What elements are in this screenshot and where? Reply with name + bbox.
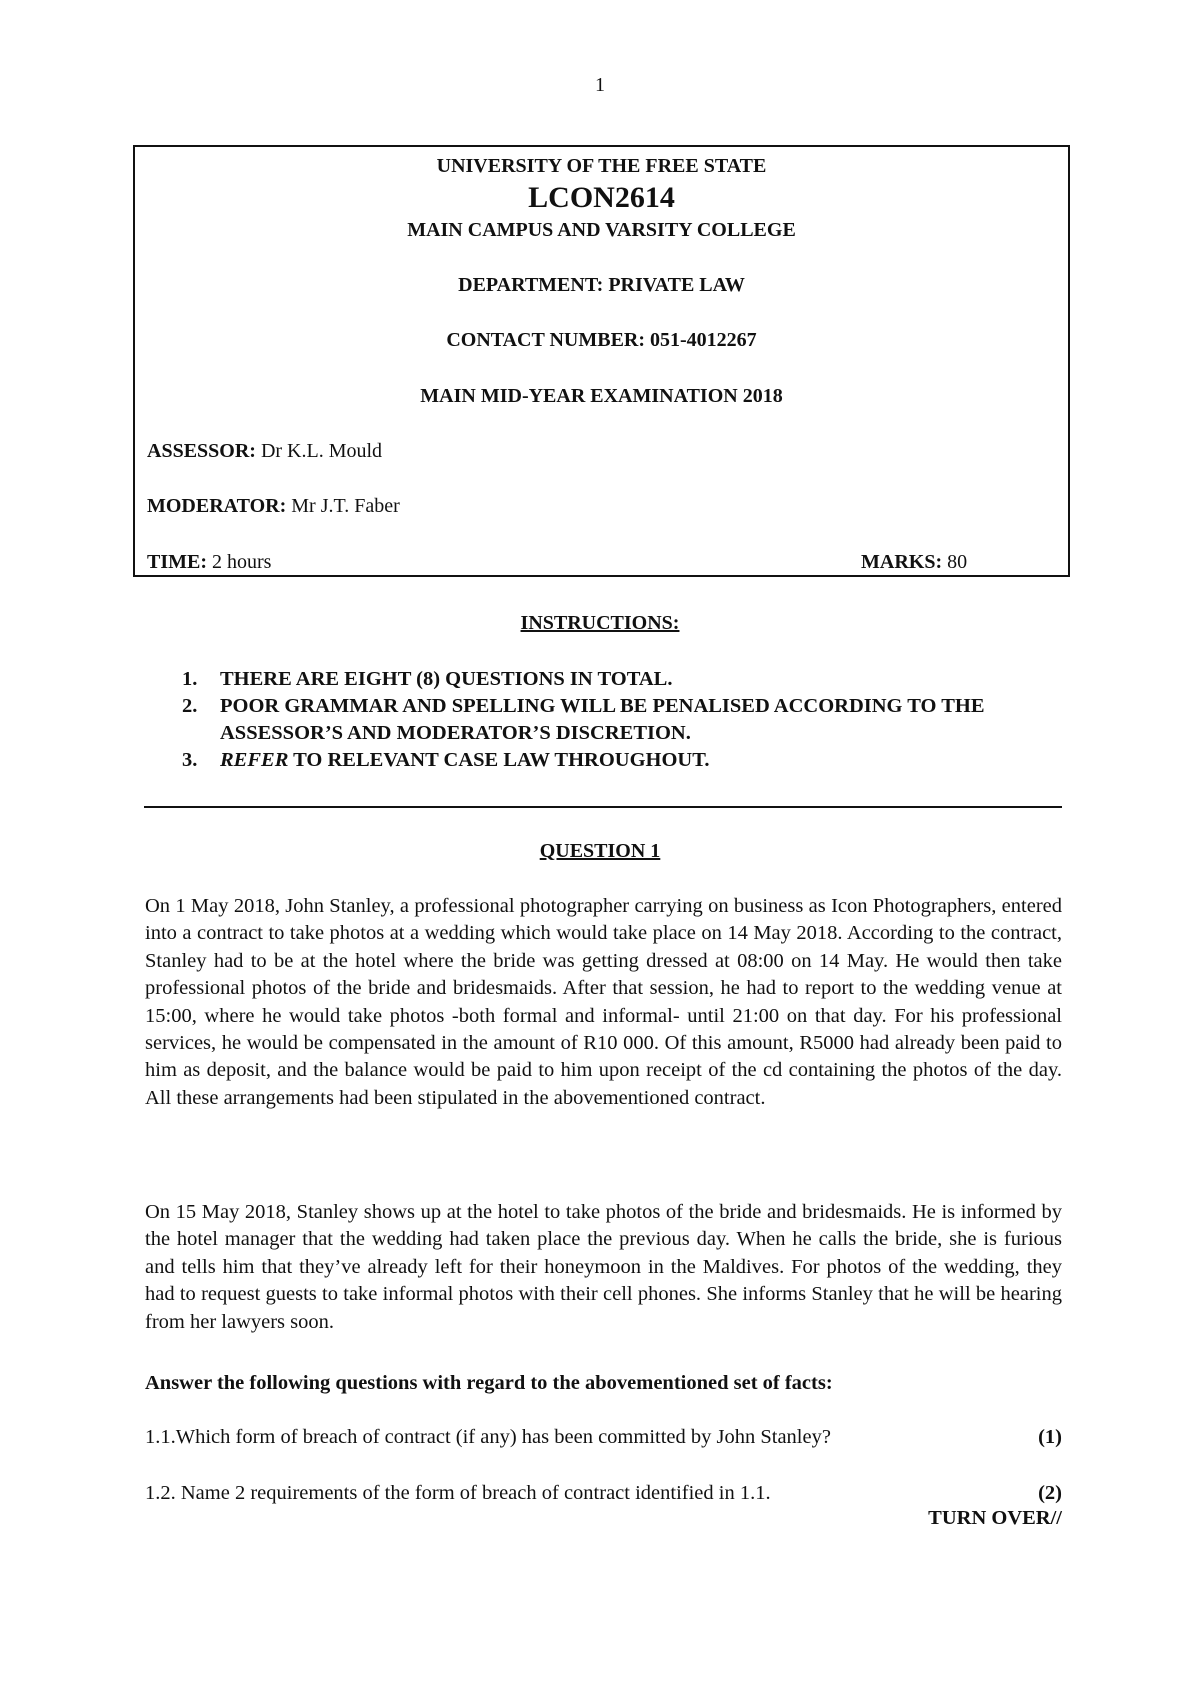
time-line — [147, 551, 271, 574]
instruction-item — [182, 747, 1062, 774]
instruction-number: 1. — [182, 668, 198, 690]
instructions-title: INSTRUCTIONS: — [520, 612, 680, 634]
sub-question — [145, 1482, 1062, 1505]
instruction-text: THERE ARE EIGHT (8) QUESTIONS IN TOTAL. — [220, 668, 673, 690]
instruction-emphasis: REFER — [220, 749, 289, 771]
sub-question-text: 1.2. Name 2 requirements of the form of breach of contract identified in 1.1. — [145, 1482, 771, 1504]
marks-label: MARKS: — [861, 551, 943, 573]
question-paragraph: On 15 May 2018, Stanley shows up at the hotel to take photos of the bride and bridesmaids. He is informed by the hotel manager that the wedding had taken place the previous day. When he calls the bride, she is furious and tells him that they’ve already left for their honeymoon in the Maldives. For photos of the wedding, they had to request guests to take informal photos with their cell phones. She informs Stanley that he will be hearing from her lawyers soon. — [145, 1201, 1062, 1333]
contact-number: CONTACT NUMBER: 051-4012267 — [446, 329, 757, 351]
module-code: LCON2614 — [528, 181, 675, 214]
instruction-number: 3. — [182, 749, 198, 771]
department-line: DEPARTMENT: PRIVATE LAW — [458, 274, 745, 296]
instruction-text: TO RELEVANT CASE LAW THROUGHOUT. — [288, 749, 710, 771]
sub-question-marks: (1) — [1038, 1426, 1062, 1448]
assessor-value: Dr K.L. Mould — [255, 440, 383, 462]
assessor-line — [147, 440, 382, 463]
page-number: 1 — [595, 74, 605, 96]
moderator-label: MODERATOR: — [147, 495, 287, 517]
instruction-item — [182, 666, 1062, 693]
section-divider — [144, 806, 1062, 808]
university-name: UNIVERSITY OF THE FREE STATE — [436, 155, 767, 177]
instructions-list — [182, 666, 1062, 774]
turn-over: TURN OVER// — [928, 1507, 1062, 1529]
time-value: 2 hours — [207, 551, 272, 573]
answer-heading: Answer the following questions with regard to the abovementioned set of facts: — [145, 1372, 833, 1394]
sub-question — [145, 1426, 1062, 1449]
instruction-number: 2. — [182, 695, 198, 717]
sub-question-text: 1.1.Which form of breach of contract (if any) has been committed by John Stanley? — [145, 1426, 831, 1448]
moderator-line — [147, 495, 400, 518]
question-paragraph: On 1 May 2018, John Stanley, a professional photographer carrying on business as Icon Photographers, entered into a contract to take photos at a wedding which would take place on 14 May 2018. According to the contract, Stanley had to be at the hotel where the bride was getting dressed at 08:00 on 14 May. He would then take professional photos of the bride and bridesmaids. After that session, he had to report to the wedding venue at 15:00, where he would take photos -both formal and informal- until 21:00 on that day. For his professional services, he would be compensated in the amount of R10 000. Of this amount, R5000 had already been paid to him as deposit, and the balance would be paid to him upon receipt of the cd containing the photos of the day. All these arrangements had been stipulated in the abovementioned contract. — [145, 895, 1062, 1109]
sub-question-marks: (2) — [1038, 1482, 1062, 1504]
question-title: QUESTION 1 — [539, 840, 661, 862]
marks-line — [861, 551, 967, 574]
time-label: TIME: — [147, 551, 207, 573]
exam-header-box — [133, 145, 1070, 577]
exam-title: MAIN MID-YEAR EXAMINATION 2018 — [420, 385, 783, 407]
instruction-text: POOR GRAMMAR AND SPELLING WILL BE PENALISED ACCORDING TO THE ASSESSOR’S AND MODERATOR’S DISCRETION. — [220, 695, 985, 744]
instruction-item — [182, 693, 1062, 747]
marks-value: 80 — [942, 551, 968, 573]
moderator-value: Mr J.T. Faber — [286, 495, 400, 517]
assessor-label: ASSESSOR: — [147, 440, 256, 462]
campus-line: MAIN CAMPUS AND VARSITY COLLEGE — [407, 219, 796, 241]
